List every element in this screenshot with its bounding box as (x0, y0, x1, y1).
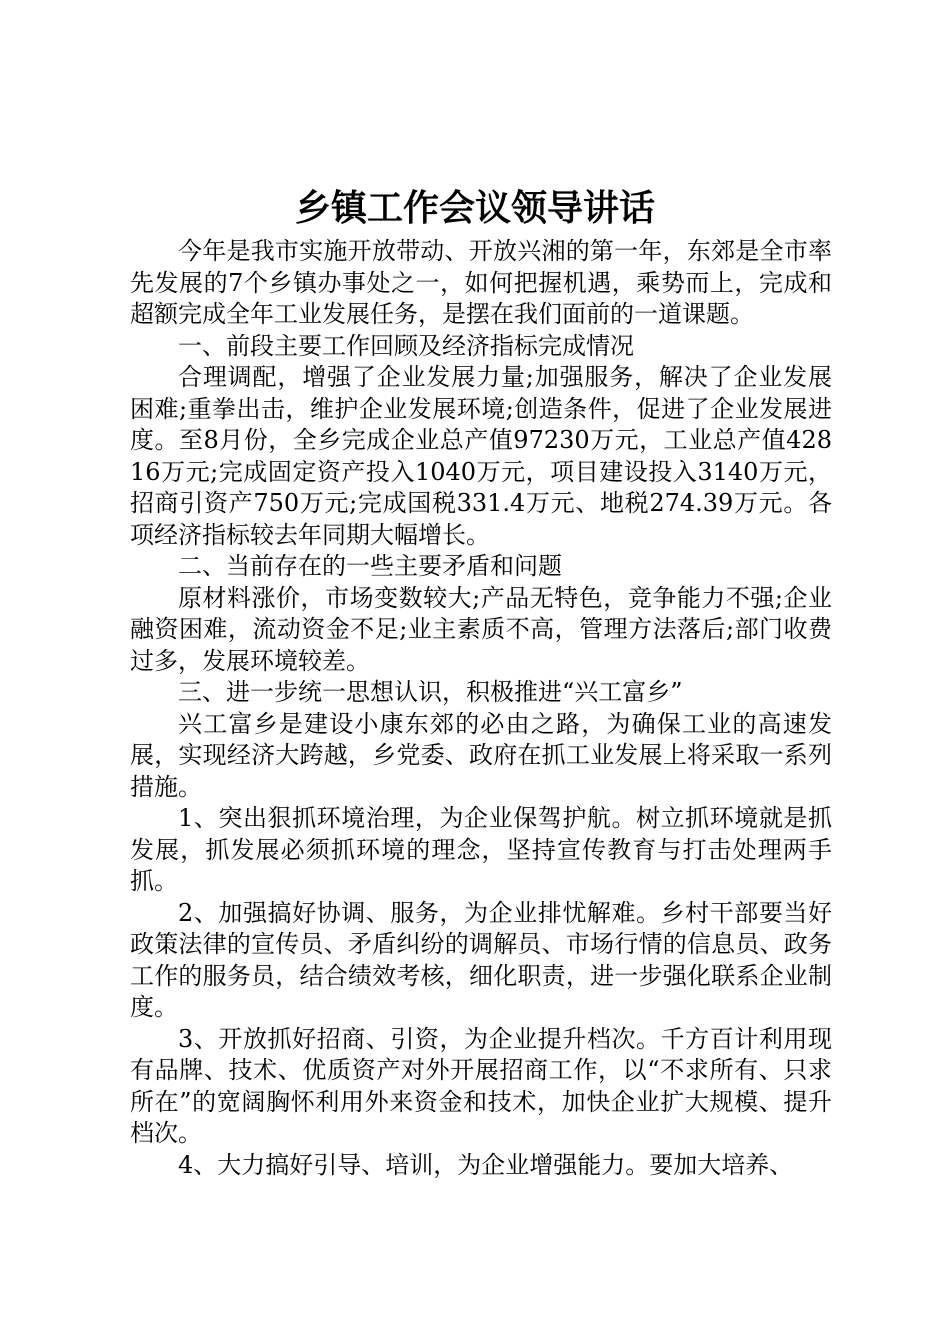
document-title: 乡镇工作会议领导讲话 (294, 188, 655, 229)
section-heading-3: 三、进一步统一思想认识，积极推进“兴工富乡” (178, 678, 683, 706)
measure-1-paragraph: 1、突出狠抓环境治理，为企业保驾护航。树立抓环境就是抓发展，抓发展必须抓环境的理念，坚持宣传教育与打击处理两手抓。 (130, 804, 832, 895)
section-heading-2: 二、当前存在的一些主要矛盾和问题 (178, 552, 562, 580)
measure-2-paragraph: 2、加强搞好协调、服务，为企业排忧解难。乡村干部要当好政策法律的宣传员、矛盾纠纷的调解员、市场行情的信息员、政务工作的服务员，结合绩效考核，细化职责，进一步强化联系企业制度。 (130, 898, 832, 1021)
measure-4-paragraph: 4、大力搞好引导、培训，为企业增强能力。要加大培养、 (178, 1150, 794, 1179)
document-body (130, 236, 832, 1181)
section-heading-1: 一、前段主要工作回顾及经济指标完成情况 (178, 331, 634, 360)
section-3-paragraph: 兴工富乡是建设小康东郊的必由之路，为确保工业的高速发展，实现经济大跨越，乡党委、政府在抓工业发展上将采取一系列措施。 (130, 709, 832, 801)
intro-paragraph: 今年是我市实施开放带动、开放兴湘的第一年，东郊是全市率先发展的7个乡镇办事处之一，如何把握机遇，乘势而上，完成和超额完成全年工业发展任务，是摆在我们面前的一道课题。 (130, 237, 832, 328)
section-2-paragraph: 原材料涨价，市场变数较大;产品无特色，竞争能力不强;企业融资困难，流动资金不足;业主素质不高，管理方法落后;部门收费过多，发展环境较差。 (130, 583, 832, 675)
measure-3-paragraph: 3、开放抓好招商、引资，为企业提升档次。千方百计利用现有品牌、技术、优质资产对外开展招商工作，以“不求所有、只求所在”的宽阔胸怀利用外来资金和技术，加快企业扩大规模、提升档次。 (130, 1024, 832, 1147)
section-1-paragraph: 合理调配，增强了企业发展力量;加强服务，解决了企业发展困难;重拳出击，维护企业发展环境;创造条件，促进了企业发展进度。至8月份，全乡完成企业总产值97230万元，工业总产值42816万元;完成固定资产投入1040万元，项目建设投入3140万元，招商引资产750万元;完成国税331.4万元、地税274.39万元。各项经济指标较去年同期大幅增长。 (130, 363, 832, 549)
